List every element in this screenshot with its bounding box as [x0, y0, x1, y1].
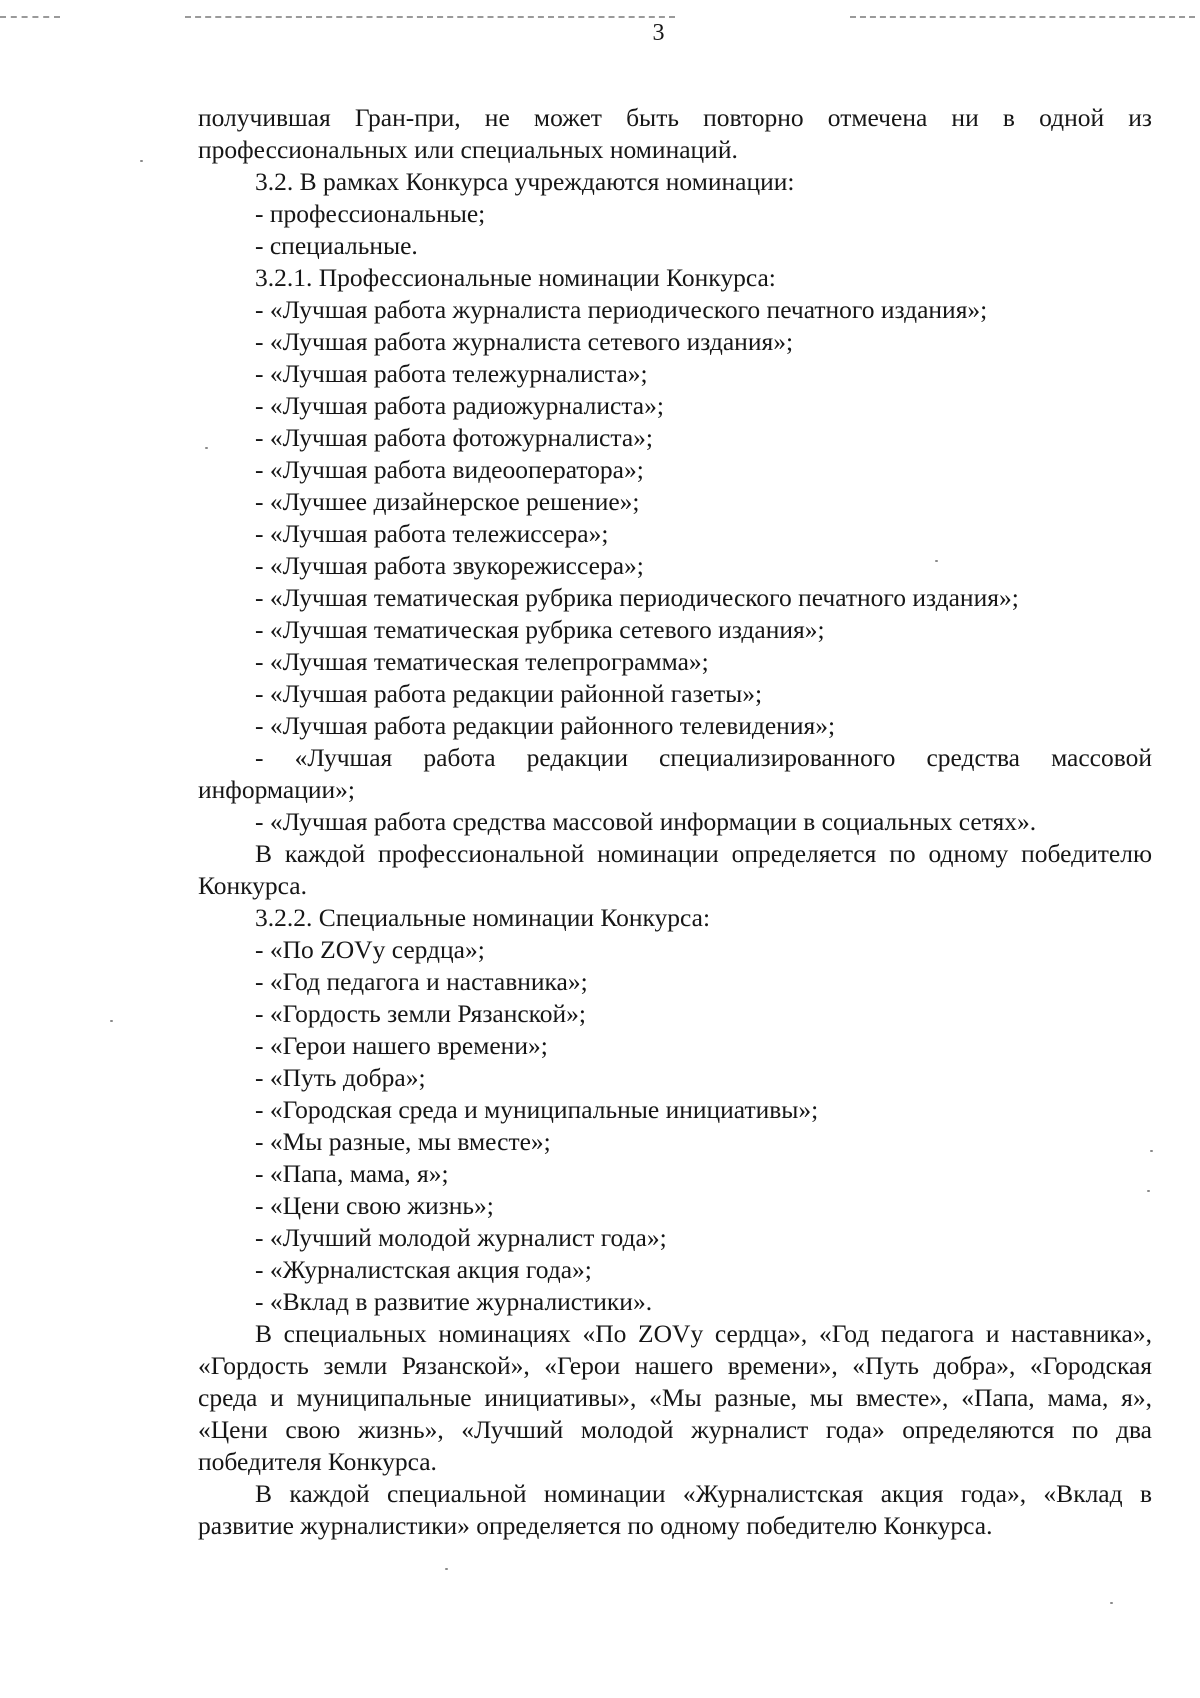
list-item: - «Год педагога и наставника»; — [255, 967, 588, 996]
clause-3-2-heading: 3.2. В рамках Конкурса учреждаются номинации: — [255, 167, 795, 196]
list-item: - специальные. — [255, 231, 418, 260]
scan-speck — [140, 160, 143, 162]
list-item: - «Лучшая работа радиожурналиста»; — [255, 391, 664, 420]
list-item: - «По ZOVу сердца»; — [255, 935, 485, 964]
list-item: - «Лучший молодой журналист года»; — [255, 1223, 667, 1252]
list-item: - «Городская среда и муниципальные инициативы»; — [255, 1095, 819, 1124]
list-item: - «Лучшая работа звукорежиссера»; — [255, 551, 644, 580]
scan-speck — [1150, 1150, 1153, 1152]
clause-3-2-2-heading: 3.2.2. Специальные номинации Конкурса: — [255, 903, 711, 932]
list-item: - «Лучшая работа тележиссера»; — [255, 519, 609, 548]
opening-paragraph: получившая Гран-при, не может быть повторно отмечена ни в одной из профессиональных или специальных номинаций. — [198, 103, 1152, 164]
scan-speck — [205, 447, 208, 449]
list-item: - «Лучшая тематическая телепрограмма»; — [255, 647, 709, 676]
list-item: - «Лучшая работа журналиста периодического печатного издания»; — [255, 295, 988, 324]
list-item: - профессиональные; — [255, 199, 486, 228]
list-item: - «Журналистская акция года»; — [255, 1255, 592, 1284]
list-item: - «Лучшая работа редакции районной газеты»; — [255, 679, 763, 708]
list-item: - «Герои нашего времени»; — [255, 1031, 548, 1060]
list-item: - «Лучшая работа журналиста сетевого издания»; — [255, 327, 794, 356]
list-item: - «Папа, мама, я»; — [255, 1159, 449, 1188]
list-item: - «Лучшее дизайнерское решение»; — [255, 487, 640, 516]
scan-edge-line-left — [0, 16, 60, 18]
list-item: - «Путь добра»; — [255, 1063, 426, 1092]
list-item: - «Лучшая работа фотожурналиста»; — [255, 423, 653, 452]
list-item: - «Лучшая работа средства массовой информации в социальных сетях». — [255, 807, 1037, 836]
list-item: - «Лучшая тематическая рубрика сетевого издания»; — [255, 615, 825, 644]
page-number: 3 — [652, 20, 665, 46]
scan-speck — [935, 560, 938, 562]
clause-3-2-1-heading: 3.2.1. Профессиональные номинации Конкурса: — [255, 263, 776, 292]
list-item: - «Лучшая работа тележурналиста»; — [255, 359, 648, 388]
special-one-winner-note: В каждой специальной номинации «Журналистская акция года», «Вклад в развитие журналистики» определяется по одному победителю Конкурса. — [198, 1479, 1152, 1540]
special-two-winners-note: В специальных номинациях «По ZOVу сердца», «Год педагога и наставника», «Гордость земли Рязанской», «Герои нашего времени», «Путь добра», «Городская среда и муниципальные инициативы», «Мы разные, мы вместе», «Папа, мама, я», «Цени свою жизнь», «Лучший молодой журналист года» определяются по два победителя Конкурса. — [198, 1319, 1152, 1476]
list-item: - «Лучшая работа редакции районного телевидения»; — [255, 711, 836, 740]
list-item: - «Вклад в развитие журналистики». — [255, 1287, 653, 1316]
list-item: - «Лучшая работа видеооператора»; — [255, 455, 644, 484]
scan-edge-line-right — [850, 16, 1195, 18]
professional-winners-note: В каждой профессиональной номинации определяется по одному победителю Конкурса. — [198, 839, 1152, 900]
list-item: - «Мы разные, мы вместе»; — [255, 1127, 551, 1156]
scan-speck — [445, 1568, 448, 1570]
scan-edge-line-middle — [185, 16, 675, 18]
list-item: - «Лучшая тематическая рубрика периодического печатного издания»; — [255, 583, 1019, 612]
scan-speck — [1147, 1190, 1150, 1192]
list-item: - «Цени свою жизнь»; — [255, 1191, 494, 1220]
scan-speck — [1110, 1602, 1113, 1604]
list-item: - «Гордость земли Рязанской»; — [255, 999, 587, 1028]
scan-speck — [110, 1020, 113, 1022]
document-body — [198, 102, 1152, 1542]
list-item-wrapped: - «Лучшая работа редакции специализированного средства массовой информации»; — [198, 743, 1152, 804]
